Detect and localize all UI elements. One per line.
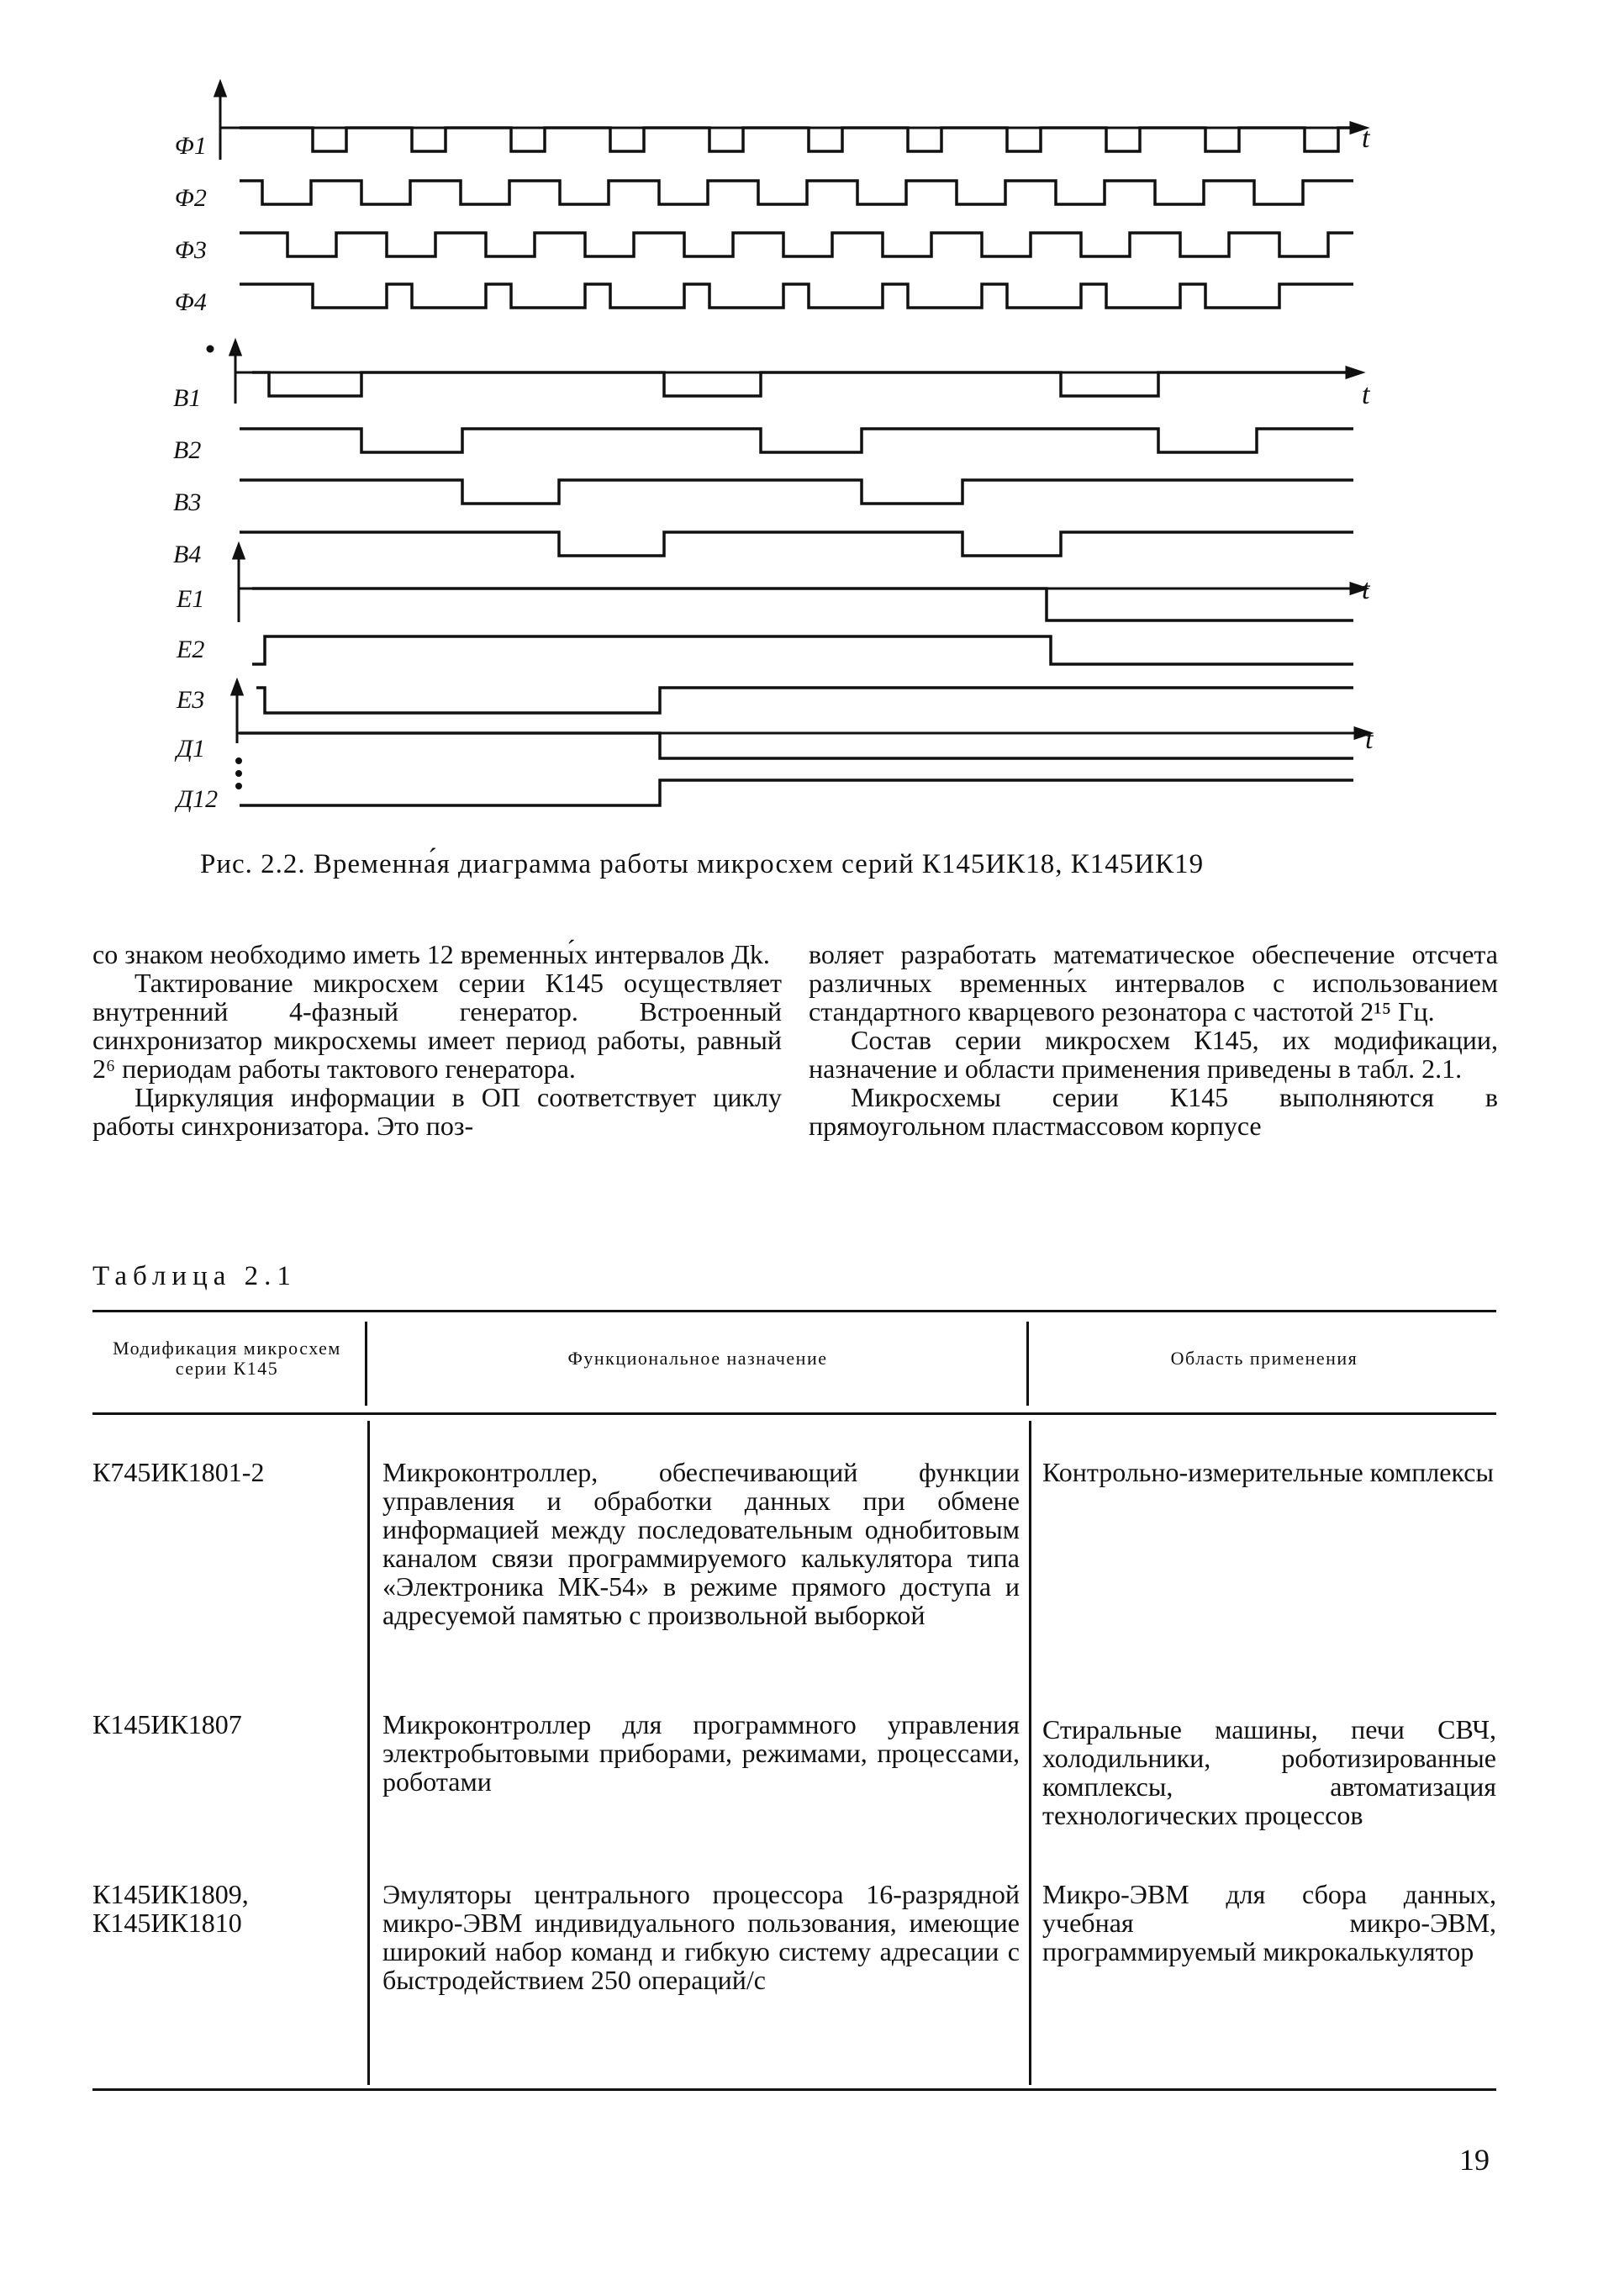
waveform-phi3 xyxy=(240,233,1353,256)
ellipsis-dot xyxy=(237,759,241,763)
text-column-right xyxy=(809,940,1498,1140)
paragraph: Тактирование микросхем серии К145 осуществляет внутренний 4-фазный генератор. Встроенный синхронизатор микросхемы имеет период работы, равный 2⁶ периодам работы тактового генератора. xyxy=(92,968,782,1084)
ellipsis-dot xyxy=(237,772,241,776)
axis-arrowhead xyxy=(232,681,242,694)
signal-label: В2 xyxy=(173,436,202,464)
axis-arrowhead xyxy=(215,82,225,96)
table-cell-function: Микроконтроллер, обеспечивающий функции управления и обработки данных при обмене информацией между последовательным однобитовым каналом связи программируемого калькулятора типа «Электроника МК-54» в режиме прямого доступа и адресуемой памятью с произвольной выборкой xyxy=(382,1457,1020,1630)
waveform-b2 xyxy=(240,429,1353,452)
waveform-e1 xyxy=(252,589,1353,620)
table-header-rule xyxy=(92,1412,1496,1415)
waveform-phi4 xyxy=(240,284,1353,308)
signal-label: Φ3 xyxy=(175,236,207,264)
signal-label: В3 xyxy=(173,488,202,516)
figure-caption: Рис. 2.2. Временна́я диаграмма работы микросхем серий К145ИК18, К145ИК19 xyxy=(200,849,1205,879)
table-cell-application: Микро-ЭВМ для сбора данных, учебная микро-ЭВМ, программируемый микрокалькулятор xyxy=(1042,1879,1496,1966)
axis-arrowhead xyxy=(1347,367,1362,377)
axis-arrowhead xyxy=(234,545,244,558)
waveform-phi2 xyxy=(240,181,1353,204)
signal-label: Е2 xyxy=(177,636,205,663)
signal-label: Е3 xyxy=(177,686,205,714)
waveform-e2 xyxy=(252,636,1353,664)
waveform-phi1 xyxy=(240,128,1353,151)
paragraph: со знаком необходимо иметь 12 временны́х интервалов Дk. xyxy=(92,939,770,969)
signal-label: В4 xyxy=(173,541,202,568)
table-top-rule xyxy=(92,1310,1496,1312)
table-cell-function: Эмуляторы центрального процессора 16-разрядной микро-ЭВМ индивидуального пользования, имеющие широкий набор команд и гибкую систему адресации с быстродействием 250 операций/с xyxy=(382,1879,1020,1995)
table-cell-application: Контрольно-измерительные комплексы xyxy=(1042,1457,1494,1487)
signal-label: Φ4 xyxy=(175,288,207,316)
timing-diagram xyxy=(0,0,1619,841)
marker-dot xyxy=(208,346,213,351)
waveform-b4 xyxy=(240,532,1353,556)
ellipsis-dot xyxy=(237,784,241,789)
table-title: Таблица 2.1 xyxy=(92,1261,297,1291)
signal-label: Д1 xyxy=(177,735,206,763)
column-divider xyxy=(1029,1421,1031,2085)
time-axis-label: t xyxy=(1365,724,1374,755)
column-divider xyxy=(367,1421,370,2085)
text-column-left xyxy=(92,940,782,1140)
waveform-b3 xyxy=(240,480,1353,504)
column-divider xyxy=(365,1322,367,1406)
signal-label: Д12 xyxy=(177,785,219,813)
waveform-d12 xyxy=(240,780,1353,805)
paragraph: Состав серии микросхем К145, их модификации, назначение и области применения приведены в табл. 2.1. xyxy=(809,1025,1498,1084)
signal-label: Φ1 xyxy=(175,132,207,160)
time-axis-label: t xyxy=(1362,123,1370,154)
table-cell-model: К145ИК1807 xyxy=(92,1709,242,1739)
signal-label: Φ2 xyxy=(175,184,207,212)
table-cell-model: К745ИК1801-2 xyxy=(92,1457,265,1487)
signal-label: В1 xyxy=(173,384,202,412)
signal-label: Е1 xyxy=(177,585,205,613)
table-cell-function: Микроконтроллер для программного управления электробытовыми приборами, режимами, процессами, роботами xyxy=(382,1709,1020,1797)
table-bottom-rule xyxy=(92,2088,1496,2091)
paragraph: Микросхемы серии К145 выполняются в прямоугольном пластмассовом корпусе xyxy=(809,1082,1498,1141)
column-divider xyxy=(1026,1322,1029,1406)
table-header-model: Модификация микросхем серии К145 xyxy=(113,1338,341,1379)
table-header-function: Функциональное назначение xyxy=(567,1348,828,1369)
paragraph: воляет разработать математическое обеспечение отсчета различных временны́х интервалов с использованием стандартного кварцевого резонатора с частотой 2¹⁵ Гц. xyxy=(809,939,1498,1027)
waveform-d1 xyxy=(240,733,1353,758)
time-axis-label: t xyxy=(1362,574,1370,605)
axis-arrowhead xyxy=(230,341,240,355)
table-header-application: Область применения xyxy=(1170,1348,1358,1369)
paragraph: Циркуляция информации в ОП соответствует циклу работы синхронизатора. Это поз- xyxy=(92,1082,782,1141)
waveform-e3 xyxy=(256,688,1353,713)
page-number: 19 xyxy=(1459,2143,1490,2177)
waveform-b1 xyxy=(252,372,1353,396)
table-cell-model: К145ИК1809, К145ИК1810 xyxy=(92,1879,249,1938)
table-cell-application: Стиральные машины, печи СВЧ, холодильники, роботизированные комплексы, автоматизация технологических процессов xyxy=(1042,1714,1496,1830)
time-axis-label: t xyxy=(1362,379,1370,410)
